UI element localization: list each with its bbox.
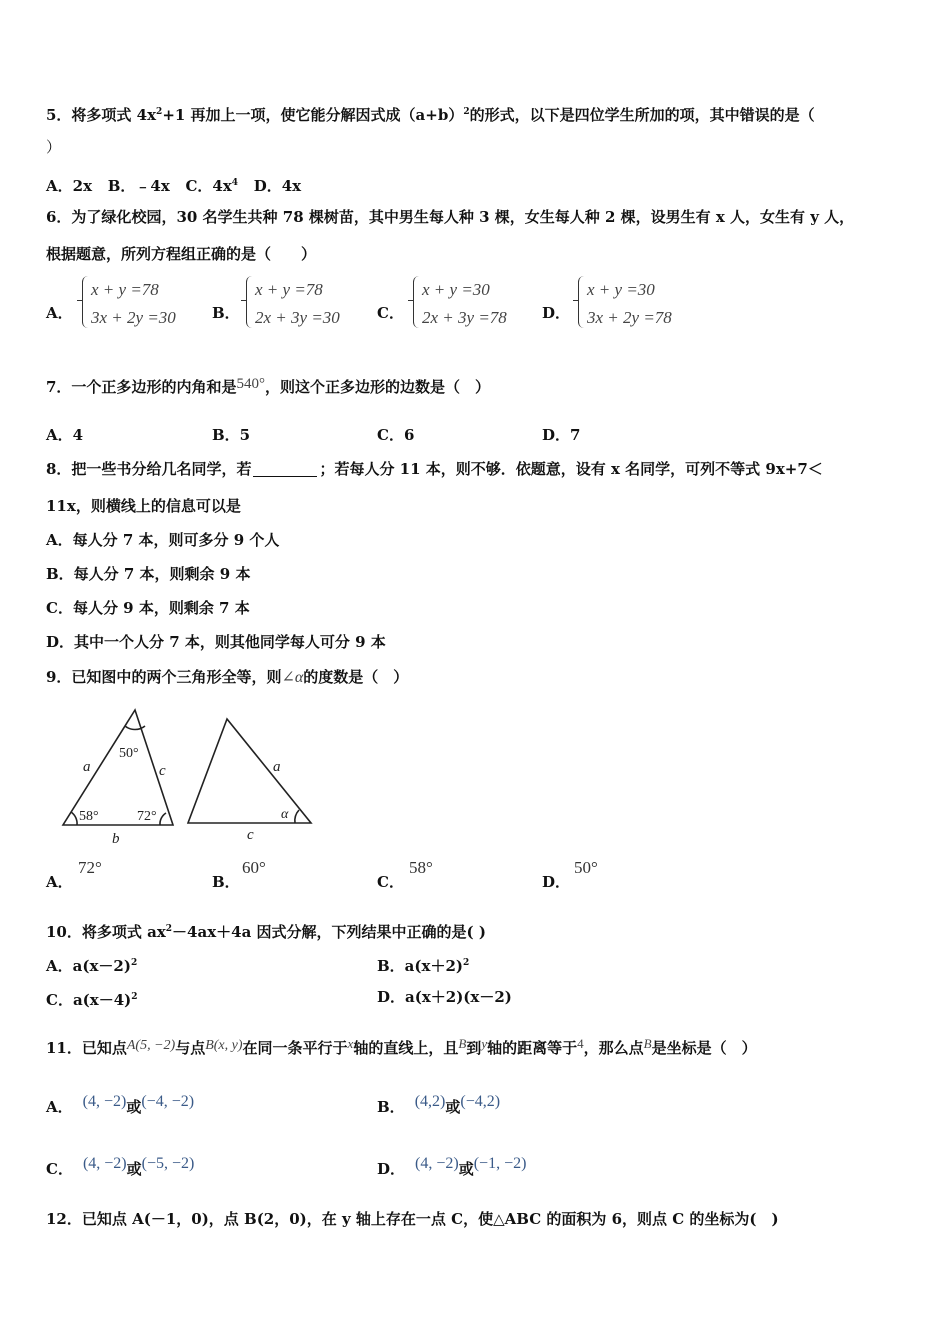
t1-right-angle: 72°: [137, 809, 157, 824]
q9-option-b-label[interactable]: B．: [212, 873, 240, 891]
q11-option-c[interactable]: C． (4, −2)或(−5, −2): [46, 1155, 195, 1178]
q9-option-a-label[interactable]: A．: [46, 873, 73, 891]
q8-option-b[interactable]: B．每人分 7 本，则剩余 9 本: [46, 565, 251, 583]
t1-side-a: a: [83, 759, 91, 775]
t2-side-a: a: [273, 759, 281, 775]
t2-angle-alpha: α: [281, 807, 289, 822]
q6-option-a-system[interactable]: x + y =78 3x + 2y =30: [82, 276, 176, 332]
q8-option-a[interactable]: A．每人分 7 本，则可多分 9 个人: [46, 531, 280, 549]
answer-blank[interactable]: [253, 462, 317, 477]
q8-option-d[interactable]: D．其中一个人分 7 本，则其他同学每人可分 9 本: [46, 633, 386, 651]
brace-icon: [578, 276, 585, 328]
option-d[interactable]: D．4x: [253, 177, 302, 195]
question-10-stem: 10．将多项式 $ax^2-4ax+4a$ 因式分解，下列结果中正确的是( ): [46, 923, 486, 941]
t1-left-angle: 58°: [79, 809, 99, 824]
brace-icon: [413, 276, 420, 328]
q7-option-c[interactable]: C．6: [377, 426, 415, 444]
question-12-stem: 12．已知点 A(－1，0)，点 B(2，0)，在 y 轴上存在一点 C，使△ABC 的面积为 6，则点 C 的坐标为( ): [46, 1210, 779, 1228]
triangles-figure: [55, 705, 320, 845]
q6-option-b-system[interactable]: x + y =78 2x + 3y =30: [246, 276, 340, 332]
q10-option-c[interactable]: C．$a(x-4)^2$: [46, 991, 138, 1009]
question-5-stem: 5．将多项式 $4x^2+1$ 再加上一项，使它能分解因式成$(a+b)^2$的形式，以下是四位学生所加的项，其中错误的是（: [46, 106, 815, 124]
q9-option-a-value[interactable]: 72°: [78, 858, 102, 877]
option-c[interactable]: C．$4x^4$: [185, 177, 239, 195]
question-5-stem-end: ）: [46, 138, 62, 156]
triangle-1: [63, 710, 173, 825]
triangle-2: [188, 719, 311, 823]
q11-option-a[interactable]: A． (4, −2)或(−4, −2): [46, 1093, 195, 1116]
q10-option-d[interactable]: D．a(x＋2)(x－2): [377, 988, 512, 1006]
q6-option-b-label[interactable]: B．: [212, 304, 240, 322]
question-9-stem: 9．已知图中的两个三角形全等，则∠α的度数是（ ）: [46, 668, 409, 686]
question-7-stem: 7．一个正多边形的内角和是540°，则这个正多边形的边数是（ ）: [46, 376, 490, 396]
q6-option-a-label[interactable]: A．: [46, 304, 73, 322]
t1-side-b: b: [112, 831, 120, 845]
brace-icon: [246, 276, 253, 328]
brace-icon: [82, 276, 89, 328]
q10-option-a[interactable]: A．$a(x-2)^2$: [46, 957, 138, 975]
q9-option-d-value[interactable]: 50°: [574, 858, 598, 877]
t1-side-c: c: [159, 763, 166, 779]
question-11-stem: 11．已知点A(5, −2)与点B(x, y)在同一条平行于x轴的直线上，且B到y轴的距离等于4，那么点B是坐标是（ ）: [46, 1036, 757, 1057]
q6-option-d-system[interactable]: x + y =30 3x + 2y =78: [578, 276, 672, 332]
q6-option-d-label[interactable]: D．: [542, 304, 571, 322]
t1-top-angle: 50°: [119, 746, 139, 761]
q10-option-b[interactable]: B．$a(x+2)^2$: [377, 957, 470, 975]
q6-option-c-system[interactable]: x + y =30 2x + 3y =78: [413, 276, 507, 332]
q8-option-c[interactable]: C．每人分 9 本，则剩余 7 本: [46, 599, 250, 617]
option-b[interactable]: B．﹣4x: [107, 177, 170, 195]
question-8-stem-2: 11x，则横线上的信息可以是: [46, 497, 241, 515]
q7-option-a[interactable]: A．4: [46, 426, 84, 444]
option-a[interactable]: A．2x: [46, 177, 93, 195]
q9-option-d-label[interactable]: D．: [542, 873, 571, 891]
q9-option-b-value[interactable]: 60°: [242, 858, 266, 877]
t2-side-c: c: [247, 827, 254, 843]
question-8-stem: 8．把一些书分给几名同学，若 ；若每人分 11 本，则不够．依题意，设有 x 名同学，可列不等式 9x+7＜: [46, 460, 823, 478]
q11-option-b[interactable]: B． (4,2)或(−4,2): [377, 1093, 501, 1116]
question-5-options: [46, 173, 301, 196]
q7-option-b[interactable]: B．5: [212, 426, 251, 444]
q6-option-c-label[interactable]: C．: [377, 304, 404, 322]
q11-option-d[interactable]: D． (4, −2)或(−1, −2): [377, 1155, 527, 1178]
q9-option-c-label[interactable]: C．: [377, 873, 404, 891]
question-6-stem: 6．为了绿化校园，30 名学生共种 78 棵树苗，其中男生每人种 3 棵，女生每人种 2 棵，设男生有 x 人，女生有 y 人，: [46, 208, 855, 226]
question-6-stem-2: 根据题意，所列方程组正确的是（ ）: [46, 245, 317, 263]
q9-option-c-value[interactable]: 58°: [409, 858, 433, 877]
q7-option-d[interactable]: D．7: [542, 426, 581, 444]
